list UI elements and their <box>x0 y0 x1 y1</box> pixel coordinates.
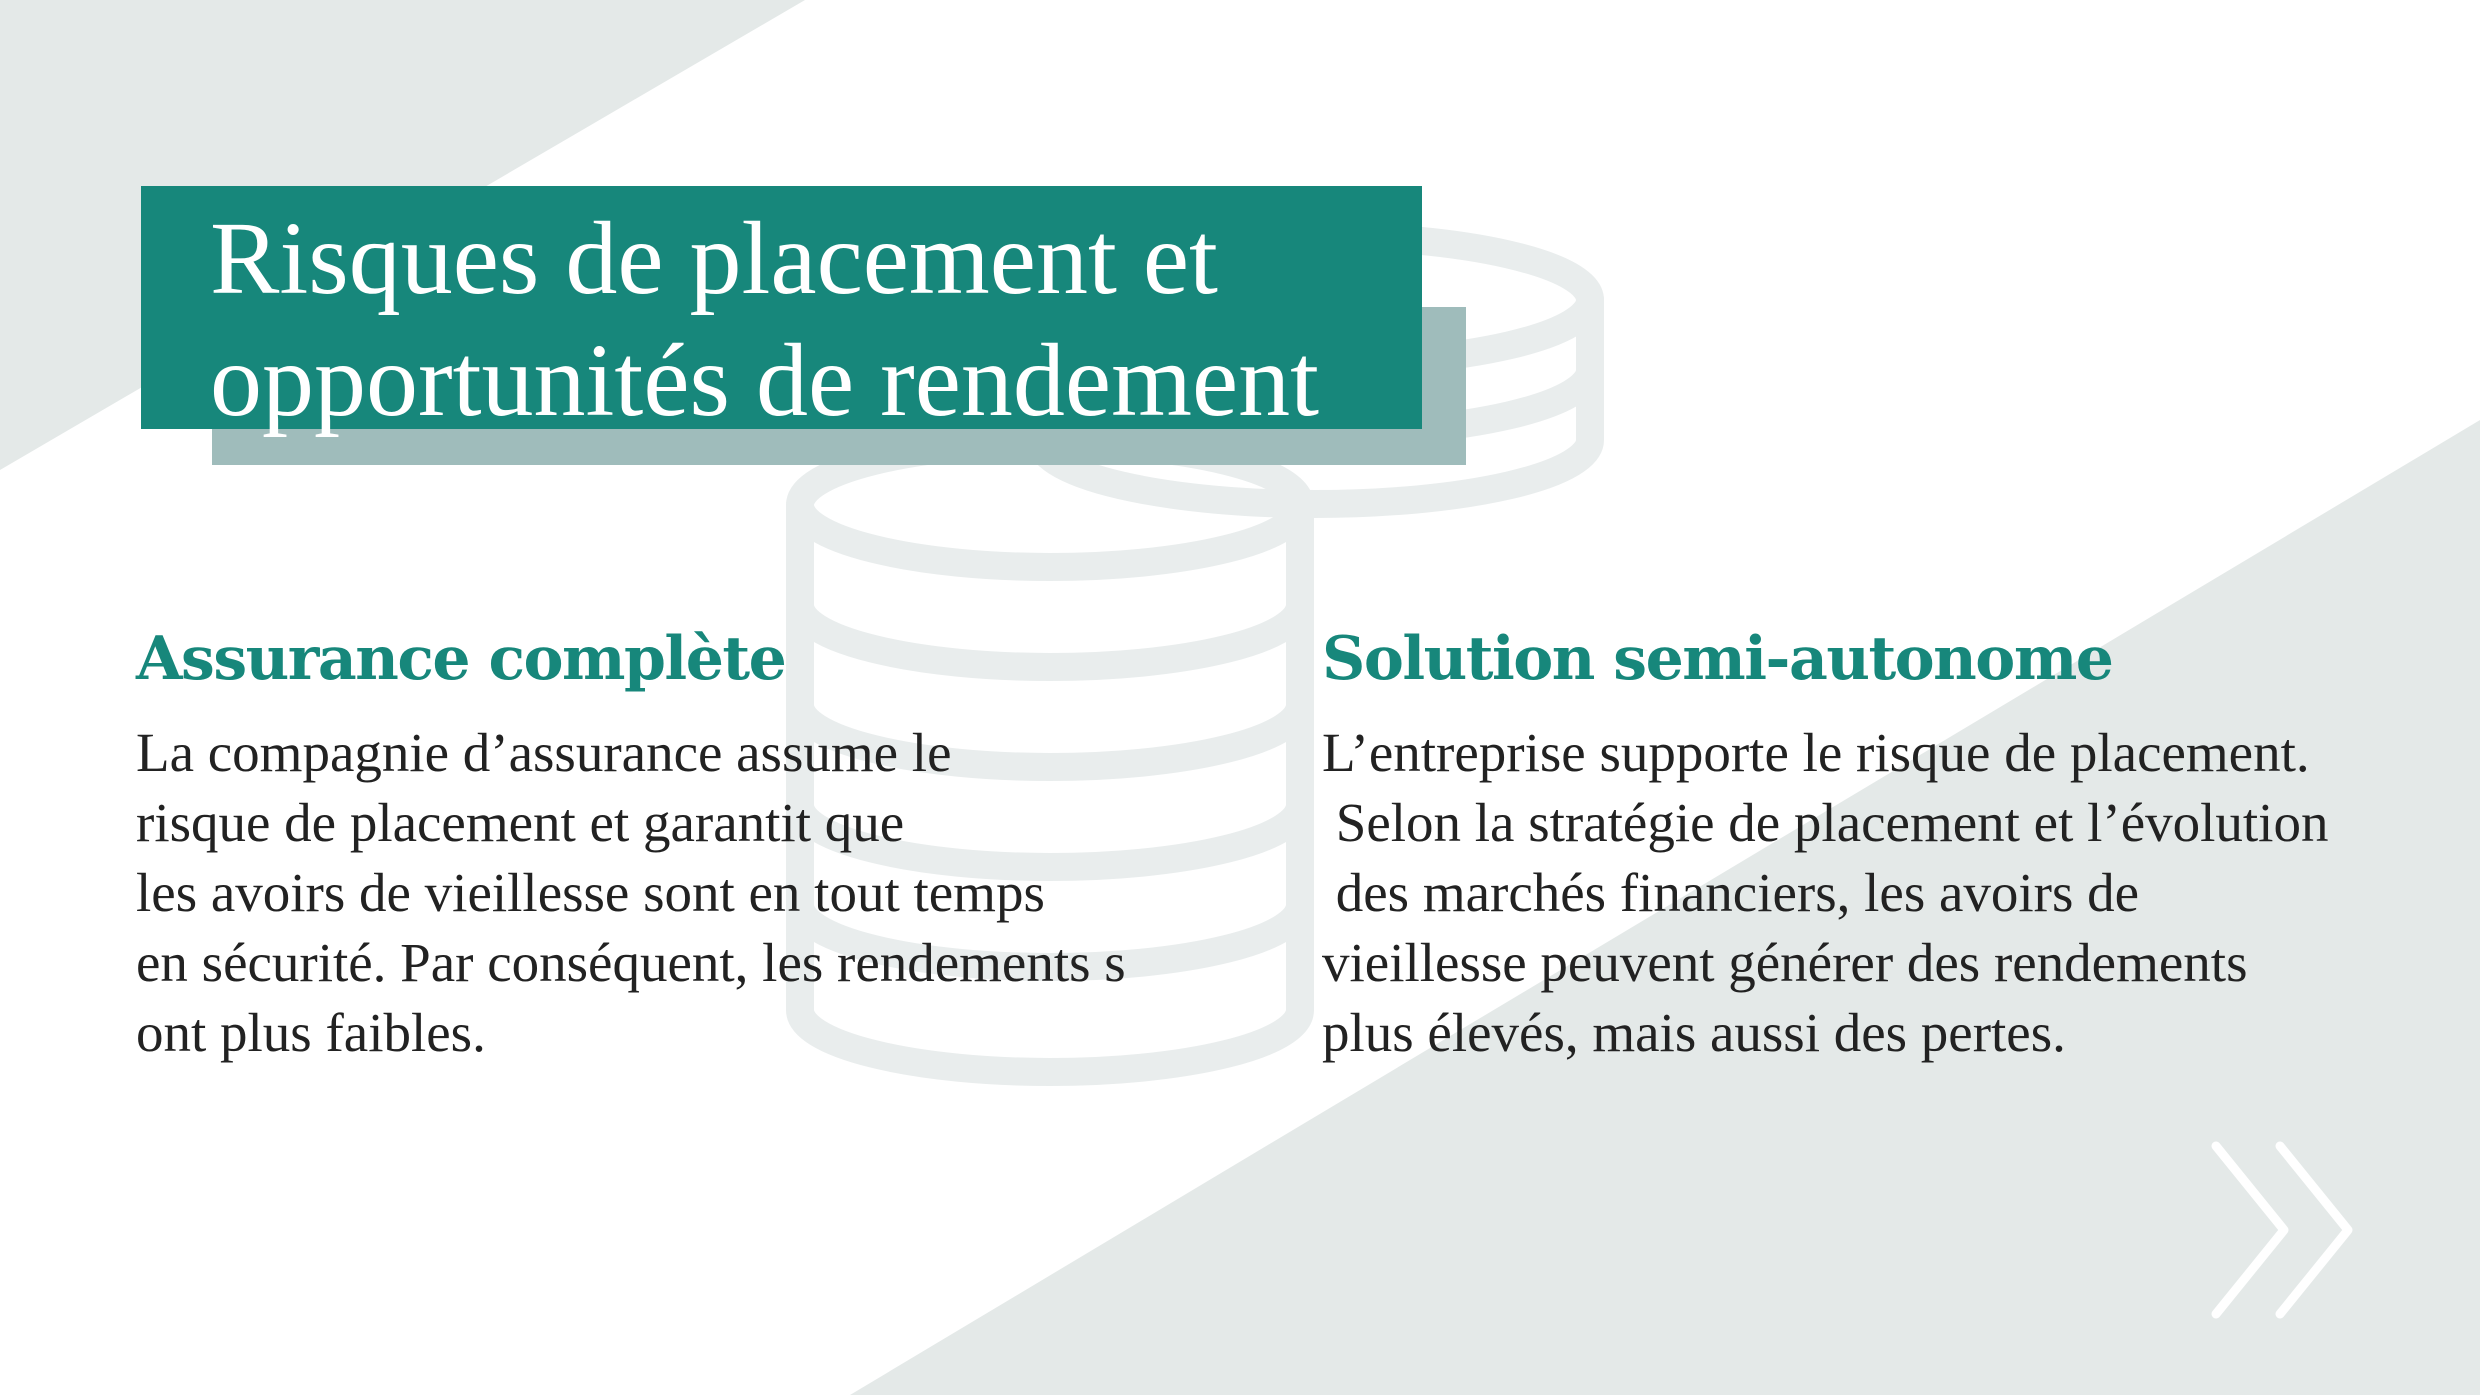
body-line: ont plus faibles. <box>136 1002 486 1063</box>
column-full-insurance <box>136 614 1316 1068</box>
column-body <box>1322 718 2452 1068</box>
title-box <box>141 186 1422 438</box>
column-heading: Assurance complète <box>136 624 786 694</box>
column-heading: Solution semi-autonome <box>1322 624 2113 694</box>
body-line: Selon la stratégie de placement et l’évolution <box>1322 792 2329 853</box>
double-chevron-right-icon[interactable] <box>2208 1140 2368 1320</box>
column-body <box>136 718 1316 1068</box>
body-line: L’entreprise supporte le risque de placement. <box>1322 722 2310 783</box>
title-line-1: Risques de placement et <box>210 201 1218 316</box>
body-line: vieillesse peuvent générer des rendements <box>1322 932 2248 993</box>
body-line: plus élevés, mais aussi des pertes. <box>1322 1002 2066 1063</box>
body-line: les avoirs de vieillesse sont en tout temps <box>136 862 1045 923</box>
body-line: des marchés financiers, les avoirs de <box>1322 862 2140 923</box>
title-line-2: opportunités de rendement <box>210 323 1320 438</box>
body-line: risque de placement et garantit que <box>136 792 905 853</box>
page-title <box>210 198 1430 442</box>
body-line: en sécurité. Par conséquent, les rendements s <box>136 932 1126 993</box>
column-semi-autonomous <box>1322 614 2452 1068</box>
body-line: La compagnie d’assurance assume le <box>136 722 952 783</box>
